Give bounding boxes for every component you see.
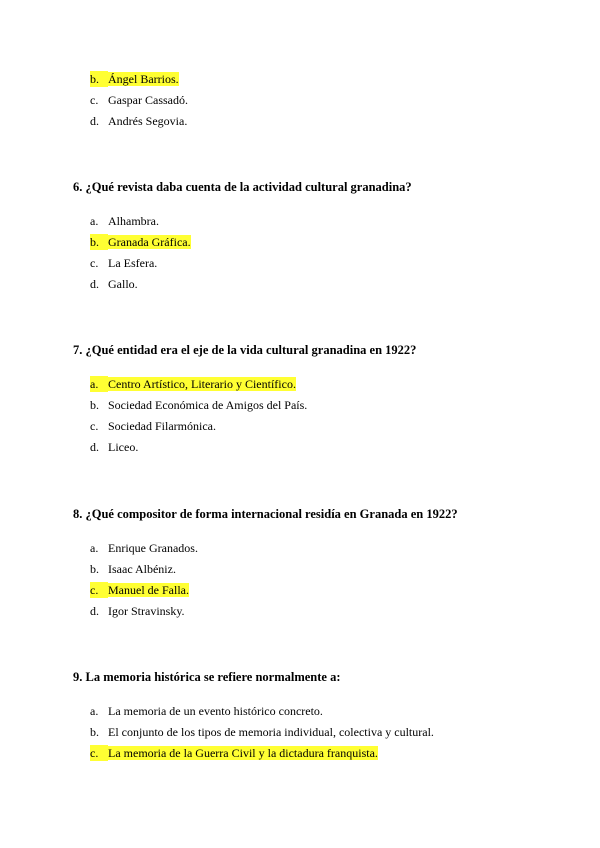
option-text: Sociedad Económica de Amigos del País. <box>108 398 308 412</box>
q6-option-a <box>90 213 159 229</box>
option-text: La memoria de la Guerra Civil y la dictadura franquista. <box>108 746 378 760</box>
option-text: El conjunto de los tipos de memoria individual, colectiva y cultural. <box>108 725 434 739</box>
option-text: Gallo. <box>108 277 138 291</box>
q5-option-d <box>90 113 187 129</box>
option-letter: c. <box>90 745 108 761</box>
option-letter: c. <box>90 419 99 433</box>
q7-option-c <box>90 418 216 434</box>
q7-option-a <box>90 376 296 392</box>
option-text: Andrés Segovia. <box>108 114 188 128</box>
q5-option-c <box>90 92 188 108</box>
option-letter: d. <box>90 114 99 128</box>
option-text: La Esfera. <box>108 256 158 270</box>
q6-title: 6. ¿Qué revista daba cuenta de la actividad cultural granadina? <box>73 180 412 194</box>
q6-option-b <box>90 234 191 250</box>
option-text: Igor Stravinsky. <box>108 604 185 618</box>
q9-option-b <box>90 724 434 740</box>
option-text: Gaspar Cassadó. <box>108 93 188 107</box>
q5-option-b <box>90 71 179 87</box>
q7-title: 7. ¿Qué entidad era el eje de la vida cultural granadina en 1922? <box>73 343 417 357</box>
option-text: Isaac Albéniz. <box>108 562 176 576</box>
q6-option-c <box>90 255 157 271</box>
option-text: Centro Artístico, Literario y Científico. <box>108 377 296 391</box>
option-letter: b. <box>90 725 99 739</box>
option-letter: d. <box>90 440 99 454</box>
option-letter: b. <box>90 398 99 412</box>
option-text: Ángel Barrios. <box>108 72 179 86</box>
option-letter: a. <box>90 541 99 555</box>
option-letter: d. <box>90 604 99 618</box>
option-letter: c. <box>90 256 99 270</box>
q8-title: 8. ¿Qué compositor de forma internacional residía en Granada en 1922? <box>73 507 458 521</box>
q9-option-a <box>90 703 323 719</box>
option-letter: b. <box>90 234 108 250</box>
q8-option-a <box>90 540 198 556</box>
option-text: Liceo. <box>108 440 139 454</box>
option-letter: d. <box>90 277 99 291</box>
option-text: Enrique Granados. <box>108 541 198 555</box>
option-letter: b. <box>90 71 108 87</box>
q9-option-c <box>90 745 378 761</box>
option-letter: b. <box>90 562 99 576</box>
option-text: Manuel de Falla. <box>108 583 189 597</box>
option-text: La memoria de un evento histórico concreto. <box>108 704 323 718</box>
option-text: Alhambra. <box>108 214 159 228</box>
q8-option-b <box>90 561 176 577</box>
q6-option-d <box>90 276 138 292</box>
option-letter: a. <box>90 376 108 392</box>
q9-title: 9. La memoria histórica se refiere normalmente a: <box>73 670 341 684</box>
option-text: Sociedad Filarmónica. <box>108 419 216 433</box>
option-text: Granada Gráfica. <box>108 235 191 249</box>
q7-option-b <box>90 397 307 413</box>
q7-option-d <box>90 439 138 455</box>
q8-option-c <box>90 582 189 598</box>
q8-option-d <box>90 603 185 619</box>
option-letter: c. <box>90 93 99 107</box>
option-letter: a. <box>90 704 99 718</box>
option-letter: c. <box>90 582 108 598</box>
option-letter: a. <box>90 214 99 228</box>
